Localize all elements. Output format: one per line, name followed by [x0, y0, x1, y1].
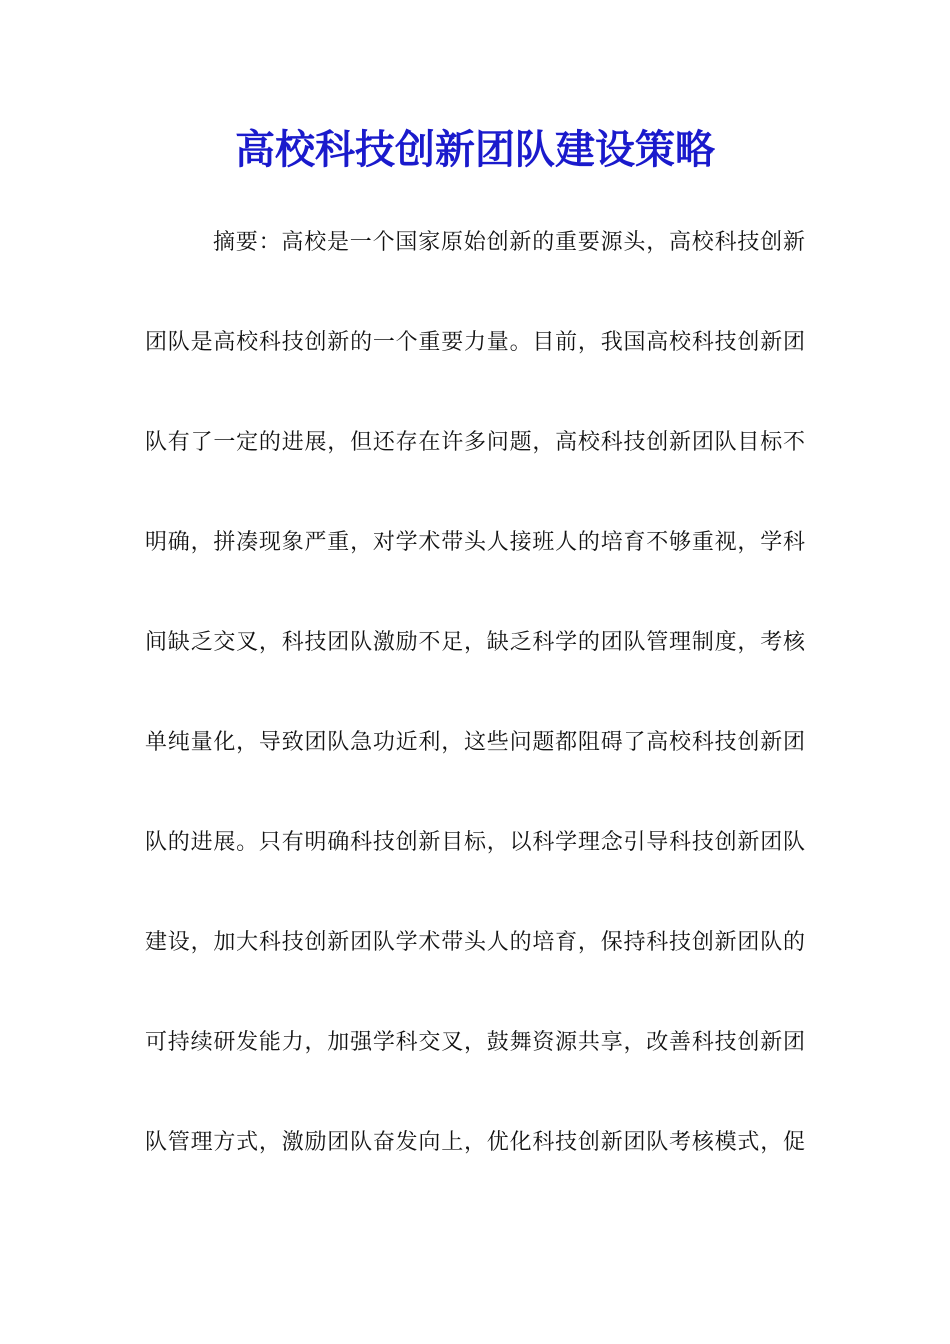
- text-line: 队管理方式，激励团队奋发向上，优化科技创新团队考核模式，促: [145, 1130, 805, 1155]
- text-line: 间缺乏交叉，科技团队激励不足，缺乏科学的团队管理制度，考核: [145, 630, 805, 655]
- text-line: 团队是高校科技创新的一个重要力量。目前，我国高校科技创新团: [145, 330, 805, 355]
- abstract-paragraph: [145, 225, 805, 1225]
- text-line: 单纯量化，导致团队急功近利，这些问题都阻碍了高校科技创新团: [145, 730, 805, 755]
- text-line: 可持续研发能力，加强学科交叉，鼓舞资源共享，改善科技创新团: [145, 1030, 805, 1055]
- text-line: 明确，拼凑现象严重，对学术带头人接班人的培育不够重视，学科: [145, 530, 805, 555]
- text-line: 队有了一定的进展，但还存在许多问题，高校科技创新团队目标不: [145, 430, 805, 455]
- document-title: 高校科技创新团队建设策略: [235, 126, 715, 173]
- text-line: 摘要：高校是一个国家原始创新的重要源头，高校科技创新: [213, 230, 805, 255]
- text-line: 队的进展。只有明确科技创新目标，以科学理念引导科技创新团队: [145, 830, 805, 855]
- text-line: 建设，加大科技创新团队学术带头人的培育，保持科技创新团队的: [145, 930, 805, 955]
